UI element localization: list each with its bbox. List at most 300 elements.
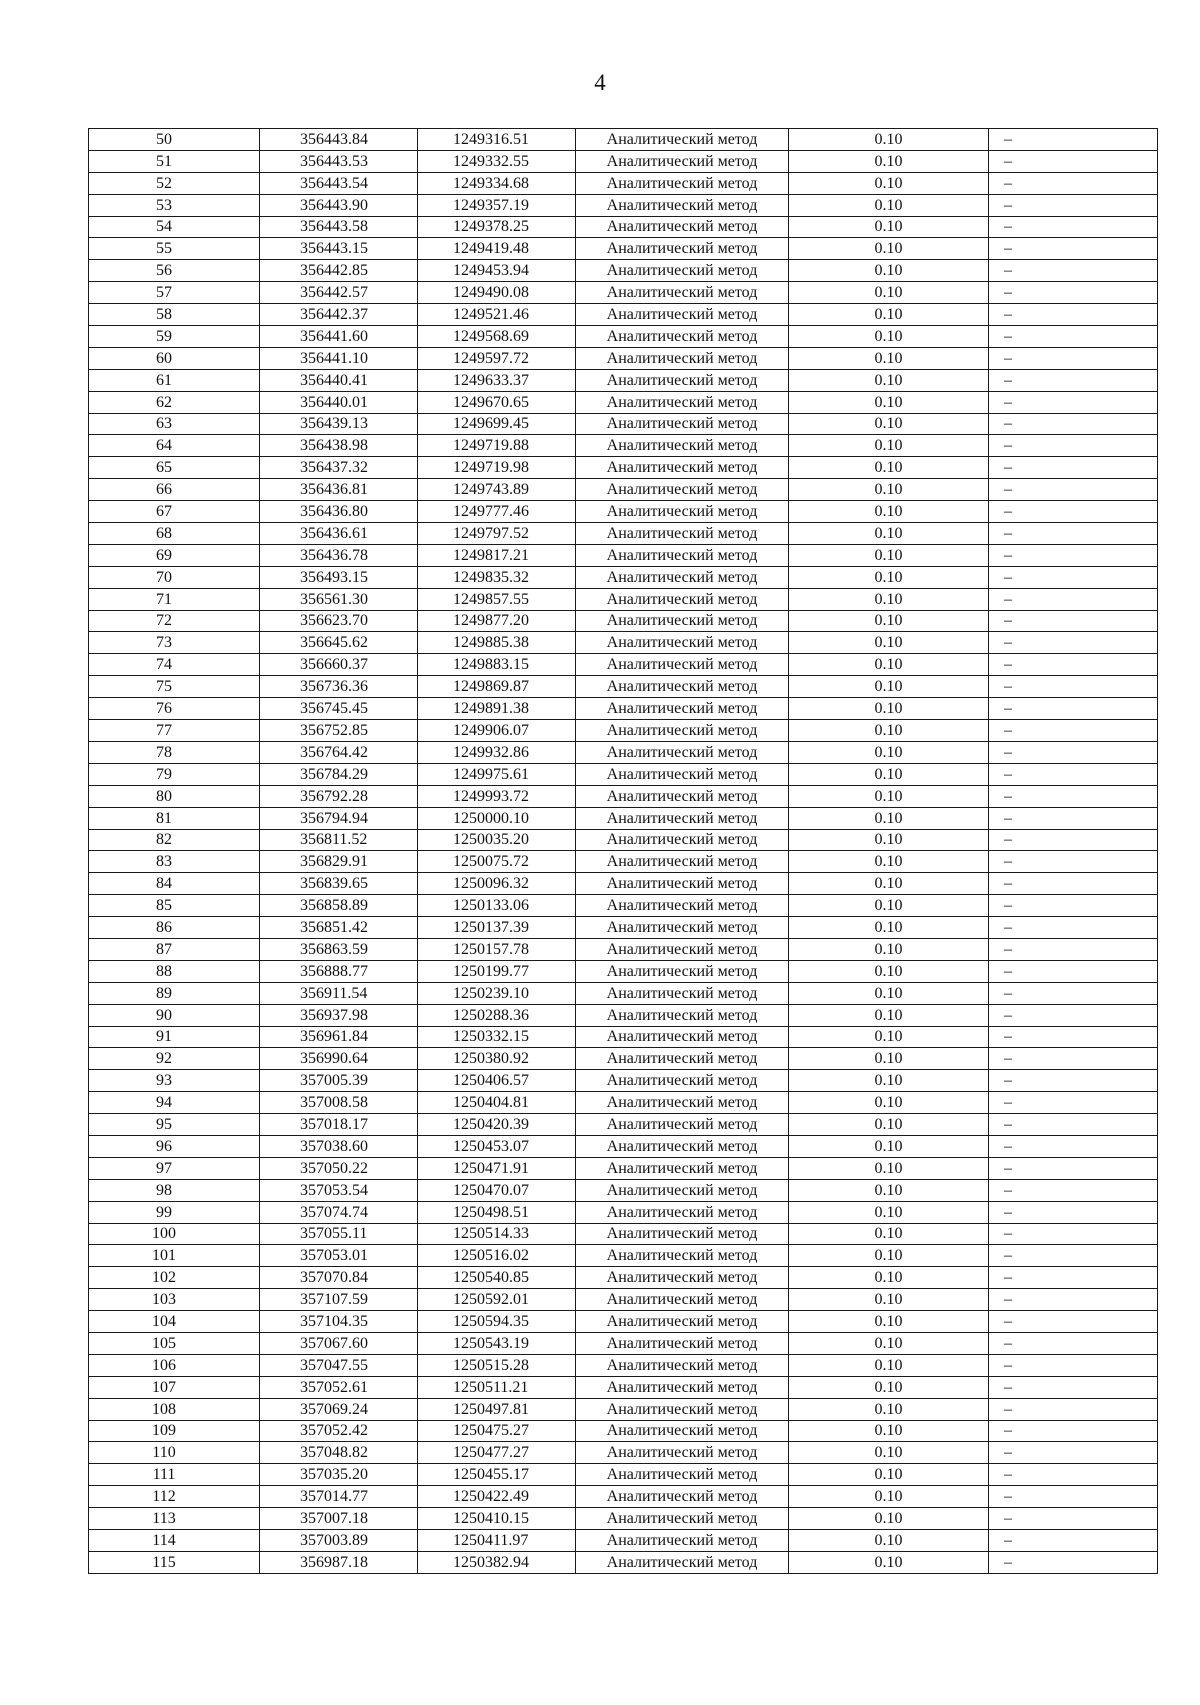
- method-cell: Аналитический метод: [576, 523, 789, 545]
- x-coordinate-cell: 356961.84: [260, 1026, 418, 1048]
- accuracy-cell: 0.10: [789, 676, 989, 698]
- point-number-cell: 55: [89, 238, 260, 260]
- note-cell: –: [989, 544, 1158, 566]
- accuracy-cell: 0.10: [789, 1289, 989, 1311]
- table-row: [89, 282, 1158, 304]
- table-row: [89, 129, 1158, 151]
- accuracy-cell: 0.10: [789, 1245, 989, 1267]
- table-row: [89, 588, 1158, 610]
- x-coordinate-cell: 356493.15: [260, 566, 418, 588]
- method-cell: Аналитический метод: [576, 457, 789, 479]
- y-coordinate-cell: 1250404.81: [418, 1092, 576, 1114]
- method-cell: Аналитический метод: [576, 1026, 789, 1048]
- x-coordinate-cell: 357050.22: [260, 1157, 418, 1179]
- table-row: [89, 1048, 1158, 1070]
- note-cell: –: [989, 1376, 1158, 1398]
- point-number-cell: 78: [89, 741, 260, 763]
- y-coordinate-cell: 1249906.07: [418, 720, 576, 742]
- x-coordinate-cell: 357038.60: [260, 1135, 418, 1157]
- accuracy-cell: 0.10: [789, 1442, 989, 1464]
- accuracy-cell: 0.10: [789, 1332, 989, 1354]
- point-number-cell: 57: [89, 282, 260, 304]
- point-number-cell: 104: [89, 1311, 260, 1333]
- note-cell: –: [989, 1223, 1158, 1245]
- method-cell: Аналитический метод: [576, 1332, 789, 1354]
- point-number-cell: 83: [89, 851, 260, 873]
- note-cell: –: [989, 1026, 1158, 1048]
- method-cell: Аналитический метод: [576, 1223, 789, 1245]
- note-cell: –: [989, 917, 1158, 939]
- accuracy-cell: 0.10: [789, 1354, 989, 1376]
- note-cell: –: [989, 1398, 1158, 1420]
- point-number-cell: 94: [89, 1092, 260, 1114]
- table-row: [89, 369, 1158, 391]
- note-cell: –: [989, 829, 1158, 851]
- x-coordinate-cell: 357018.17: [260, 1114, 418, 1136]
- note-cell: –: [989, 632, 1158, 654]
- point-number-cell: 99: [89, 1201, 260, 1223]
- y-coordinate-cell: 1249857.55: [418, 588, 576, 610]
- method-cell: Аналитический метод: [576, 1464, 789, 1486]
- x-coordinate-cell: 356811.52: [260, 829, 418, 851]
- y-coordinate-cell: 1249993.72: [418, 785, 576, 807]
- y-coordinate-cell: 1249521.46: [418, 304, 576, 326]
- accuracy-cell: 0.10: [789, 347, 989, 369]
- method-cell: Аналитический метод: [576, 698, 789, 720]
- table-row: [89, 1442, 1158, 1464]
- note-cell: –: [989, 807, 1158, 829]
- point-number-cell: 109: [89, 1420, 260, 1442]
- accuracy-cell: 0.10: [789, 807, 989, 829]
- note-cell: –: [989, 369, 1158, 391]
- x-coordinate-cell: 356645.62: [260, 632, 418, 654]
- x-coordinate-cell: 356442.37: [260, 304, 418, 326]
- table-row: [89, 1070, 1158, 1092]
- y-coordinate-cell: 1250410.15: [418, 1508, 576, 1530]
- table-row: [89, 1398, 1158, 1420]
- method-cell: Аналитический метод: [576, 807, 789, 829]
- point-number-cell: 103: [89, 1289, 260, 1311]
- point-number-cell: 111: [89, 1464, 260, 1486]
- point-number-cell: 75: [89, 676, 260, 698]
- note-cell: –: [989, 785, 1158, 807]
- point-number-cell: 52: [89, 172, 260, 194]
- x-coordinate-cell: 356438.98: [260, 435, 418, 457]
- point-number-cell: 91: [89, 1026, 260, 1048]
- point-number-cell: 107: [89, 1376, 260, 1398]
- x-coordinate-cell: 356437.32: [260, 457, 418, 479]
- x-coordinate-cell: 356443.58: [260, 216, 418, 238]
- y-coordinate-cell: 1250411.97: [418, 1530, 576, 1552]
- note-cell: –: [989, 1267, 1158, 1289]
- method-cell: Аналитический метод: [576, 1157, 789, 1179]
- method-cell: Аналитический метод: [576, 1092, 789, 1114]
- table-row: [89, 1092, 1158, 1114]
- y-coordinate-cell: 1250543.19: [418, 1332, 576, 1354]
- x-coordinate-cell: 356858.89: [260, 895, 418, 917]
- table-row: [89, 172, 1158, 194]
- y-coordinate-cell: 1250199.77: [418, 960, 576, 982]
- method-cell: Аналитический метод: [576, 917, 789, 939]
- point-number-cell: 86: [89, 917, 260, 939]
- table-row: [89, 741, 1158, 763]
- accuracy-cell: 0.10: [789, 435, 989, 457]
- accuracy-cell: 0.10: [789, 1114, 989, 1136]
- point-number-cell: 68: [89, 523, 260, 545]
- table-row: [89, 1530, 1158, 1552]
- point-number-cell: 112: [89, 1486, 260, 1508]
- x-coordinate-cell: 356863.59: [260, 938, 418, 960]
- accuracy-cell: 0.10: [789, 873, 989, 895]
- point-number-cell: 69: [89, 544, 260, 566]
- accuracy-cell: 0.10: [789, 1201, 989, 1223]
- note-cell: –: [989, 1530, 1158, 1552]
- table-row: [89, 1508, 1158, 1530]
- method-cell: Аналитический метод: [576, 938, 789, 960]
- accuracy-cell: 0.10: [789, 523, 989, 545]
- note-cell: –: [989, 1332, 1158, 1354]
- y-coordinate-cell: 1249877.20: [418, 610, 576, 632]
- method-cell: Аналитический метод: [576, 741, 789, 763]
- table-row: [89, 960, 1158, 982]
- note-cell: –: [989, 763, 1158, 785]
- method-cell: Аналитический метод: [576, 347, 789, 369]
- note-cell: –: [989, 1092, 1158, 1114]
- y-coordinate-cell: 1249883.15: [418, 654, 576, 676]
- x-coordinate-cell: 356752.85: [260, 720, 418, 742]
- accuracy-cell: 0.10: [789, 1223, 989, 1245]
- accuracy-cell: 0.10: [789, 391, 989, 413]
- coordinates-table-body: [89, 129, 1158, 1574]
- point-number-cell: 110: [89, 1442, 260, 1464]
- method-cell: Аналитический метод: [576, 676, 789, 698]
- table-row: [89, 1420, 1158, 1442]
- y-coordinate-cell: 1249885.38: [418, 632, 576, 654]
- point-number-cell: 90: [89, 1004, 260, 1026]
- point-number-cell: 93: [89, 1070, 260, 1092]
- note-cell: –: [989, 1464, 1158, 1486]
- accuracy-cell: 0.10: [789, 566, 989, 588]
- point-number-cell: 92: [89, 1048, 260, 1070]
- y-coordinate-cell: 1249490.08: [418, 282, 576, 304]
- accuracy-cell: 0.10: [789, 1004, 989, 1026]
- table-row: [89, 873, 1158, 895]
- point-number-cell: 108: [89, 1398, 260, 1420]
- accuracy-cell: 0.10: [789, 1092, 989, 1114]
- table-row: [89, 1157, 1158, 1179]
- point-number-cell: 106: [89, 1354, 260, 1376]
- x-coordinate-cell: 357052.61: [260, 1376, 418, 1398]
- accuracy-cell: 0.10: [789, 698, 989, 720]
- point-number-cell: 51: [89, 150, 260, 172]
- table-row: [89, 216, 1158, 238]
- method-cell: Аналитический метод: [576, 1486, 789, 1508]
- method-cell: Аналитический метод: [576, 304, 789, 326]
- accuracy-cell: 0.10: [789, 1026, 989, 1048]
- point-number-cell: 96: [89, 1135, 260, 1157]
- y-coordinate-cell: 1249817.21: [418, 544, 576, 566]
- method-cell: Аналитический метод: [576, 326, 789, 348]
- note-cell: –: [989, 982, 1158, 1004]
- y-coordinate-cell: 1250475.27: [418, 1420, 576, 1442]
- table-row: [89, 544, 1158, 566]
- method-cell: Аналитический метод: [576, 1442, 789, 1464]
- table-row: [89, 1201, 1158, 1223]
- table-row: [89, 194, 1158, 216]
- table-row: [89, 457, 1158, 479]
- accuracy-cell: 0.10: [789, 610, 989, 632]
- table-row: [89, 435, 1158, 457]
- x-coordinate-cell: 357053.01: [260, 1245, 418, 1267]
- accuracy-cell: 0.10: [789, 501, 989, 523]
- method-cell: Аналитический метод: [576, 720, 789, 742]
- accuracy-cell: 0.10: [789, 413, 989, 435]
- y-coordinate-cell: 1250075.72: [418, 851, 576, 873]
- note-cell: –: [989, 347, 1158, 369]
- x-coordinate-cell: 357008.58: [260, 1092, 418, 1114]
- x-coordinate-cell: 357048.82: [260, 1442, 418, 1464]
- y-coordinate-cell: 1250239.10: [418, 982, 576, 1004]
- y-coordinate-cell: 1249357.19: [418, 194, 576, 216]
- x-coordinate-cell: 356839.65: [260, 873, 418, 895]
- point-number-cell: 73: [89, 632, 260, 654]
- note-cell: –: [989, 238, 1158, 260]
- method-cell: Аналитический метод: [576, 982, 789, 1004]
- accuracy-cell: 0.10: [789, 785, 989, 807]
- note-cell: –: [989, 1354, 1158, 1376]
- x-coordinate-cell: 356990.64: [260, 1048, 418, 1070]
- accuracy-cell: 0.10: [789, 938, 989, 960]
- y-coordinate-cell: 1249797.52: [418, 523, 576, 545]
- method-cell: Аналитический метод: [576, 501, 789, 523]
- point-number-cell: 80: [89, 785, 260, 807]
- x-coordinate-cell: 357107.59: [260, 1289, 418, 1311]
- y-coordinate-cell: 1249719.98: [418, 457, 576, 479]
- y-coordinate-cell: 1250516.02: [418, 1245, 576, 1267]
- table-row: [89, 610, 1158, 632]
- table-row: [89, 1135, 1158, 1157]
- x-coordinate-cell: 357055.11: [260, 1223, 418, 1245]
- table-row: [89, 676, 1158, 698]
- accuracy-cell: 0.10: [789, 741, 989, 763]
- y-coordinate-cell: 1250511.21: [418, 1376, 576, 1398]
- table-row: [89, 720, 1158, 742]
- note-cell: –: [989, 150, 1158, 172]
- table-row: [89, 1026, 1158, 1048]
- y-coordinate-cell: 1249699.45: [418, 413, 576, 435]
- method-cell: Аналитический метод: [576, 391, 789, 413]
- x-coordinate-cell: 356987.18: [260, 1551, 418, 1573]
- y-coordinate-cell: 1250422.49: [418, 1486, 576, 1508]
- method-cell: Аналитический метод: [576, 960, 789, 982]
- point-number-cell: 72: [89, 610, 260, 632]
- accuracy-cell: 0.10: [789, 1179, 989, 1201]
- y-coordinate-cell: 1250096.32: [418, 873, 576, 895]
- point-number-cell: 71: [89, 588, 260, 610]
- table-row: [89, 479, 1158, 501]
- method-cell: Аналитический метод: [576, 238, 789, 260]
- note-cell: –: [989, 129, 1158, 151]
- x-coordinate-cell: 356443.54: [260, 172, 418, 194]
- accuracy-cell: 0.10: [789, 829, 989, 851]
- method-cell: Аналитический метод: [576, 1201, 789, 1223]
- method-cell: Аналитический метод: [576, 479, 789, 501]
- note-cell: –: [989, 610, 1158, 632]
- accuracy-cell: 0.10: [789, 260, 989, 282]
- x-coordinate-cell: 357070.84: [260, 1267, 418, 1289]
- x-coordinate-cell: 357005.39: [260, 1070, 418, 1092]
- note-cell: –: [989, 1245, 1158, 1267]
- y-coordinate-cell: 1250382.94: [418, 1551, 576, 1573]
- y-coordinate-cell: 1249597.72: [418, 347, 576, 369]
- method-cell: Аналитический метод: [576, 282, 789, 304]
- x-coordinate-cell: 356443.53: [260, 150, 418, 172]
- note-cell: –: [989, 1201, 1158, 1223]
- method-cell: Аналитический метод: [576, 1289, 789, 1311]
- note-cell: –: [989, 698, 1158, 720]
- y-coordinate-cell: 1250420.39: [418, 1114, 576, 1136]
- coordinates-table: [88, 128, 1158, 1574]
- y-coordinate-cell: 1250453.07: [418, 1135, 576, 1157]
- note-cell: –: [989, 260, 1158, 282]
- accuracy-cell: 0.10: [789, 1420, 989, 1442]
- y-coordinate-cell: 1250592.01: [418, 1289, 576, 1311]
- y-coordinate-cell: 1249891.38: [418, 698, 576, 720]
- y-coordinate-cell: 1249670.65: [418, 391, 576, 413]
- x-coordinate-cell: 356911.54: [260, 982, 418, 1004]
- x-coordinate-cell: 356436.80: [260, 501, 418, 523]
- table-row: [89, 851, 1158, 873]
- note-cell: –: [989, 654, 1158, 676]
- point-number-cell: 59: [89, 326, 260, 348]
- x-coordinate-cell: 357035.20: [260, 1464, 418, 1486]
- table-row: [89, 326, 1158, 348]
- y-coordinate-cell: 1250514.33: [418, 1223, 576, 1245]
- x-coordinate-cell: 356442.85: [260, 260, 418, 282]
- accuracy-cell: 0.10: [789, 326, 989, 348]
- x-coordinate-cell: 356443.84: [260, 129, 418, 151]
- x-coordinate-cell: 356436.81: [260, 479, 418, 501]
- method-cell: Аналитический метод: [576, 829, 789, 851]
- table-row: [89, 1289, 1158, 1311]
- point-number-cell: 62: [89, 391, 260, 413]
- y-coordinate-cell: 1250540.85: [418, 1267, 576, 1289]
- method-cell: Аналитический метод: [576, 413, 789, 435]
- note-cell: –: [989, 501, 1158, 523]
- method-cell: Аналитический метод: [576, 895, 789, 917]
- table-row: [89, 1245, 1158, 1267]
- point-number-cell: 87: [89, 938, 260, 960]
- table-row: [89, 1464, 1158, 1486]
- accuracy-cell: 0.10: [789, 172, 989, 194]
- x-coordinate-cell: 356442.57: [260, 282, 418, 304]
- x-coordinate-cell: 357053.54: [260, 1179, 418, 1201]
- x-coordinate-cell: 357069.24: [260, 1398, 418, 1420]
- note-cell: –: [989, 566, 1158, 588]
- y-coordinate-cell: 1249419.48: [418, 238, 576, 260]
- note-cell: –: [989, 1508, 1158, 1530]
- accuracy-cell: 0.10: [789, 1157, 989, 1179]
- table-row: [89, 347, 1158, 369]
- table-row: [89, 1311, 1158, 1333]
- table-row: [89, 654, 1158, 676]
- x-coordinate-cell: 356829.91: [260, 851, 418, 873]
- method-cell: Аналитический метод: [576, 654, 789, 676]
- method-cell: Аналитический метод: [576, 632, 789, 654]
- x-coordinate-cell: 357052.42: [260, 1420, 418, 1442]
- table-row: [89, 1179, 1158, 1201]
- table-row: [89, 938, 1158, 960]
- y-coordinate-cell: 1249332.55: [418, 150, 576, 172]
- x-coordinate-cell: 356441.10: [260, 347, 418, 369]
- x-coordinate-cell: 356443.90: [260, 194, 418, 216]
- x-coordinate-cell: 356436.78: [260, 544, 418, 566]
- point-number-cell: 81: [89, 807, 260, 829]
- point-number-cell: 58: [89, 304, 260, 326]
- table-row: [89, 982, 1158, 1004]
- y-coordinate-cell: 1250470.07: [418, 1179, 576, 1201]
- note-cell: –: [989, 413, 1158, 435]
- point-number-cell: 102: [89, 1267, 260, 1289]
- x-coordinate-cell: 356937.98: [260, 1004, 418, 1026]
- point-number-cell: 56: [89, 260, 260, 282]
- x-coordinate-cell: 356764.42: [260, 741, 418, 763]
- note-cell: –: [989, 938, 1158, 960]
- accuracy-cell: 0.10: [789, 479, 989, 501]
- y-coordinate-cell: 1250594.35: [418, 1311, 576, 1333]
- accuracy-cell: 0.10: [789, 1311, 989, 1333]
- table-row: [89, 1486, 1158, 1508]
- point-number-cell: 101: [89, 1245, 260, 1267]
- accuracy-cell: 0.10: [789, 129, 989, 151]
- note-cell: –: [989, 172, 1158, 194]
- method-cell: Аналитический метод: [576, 785, 789, 807]
- y-coordinate-cell: 1250477.27: [418, 1442, 576, 1464]
- method-cell: Аналитический метод: [576, 1004, 789, 1026]
- accuracy-cell: 0.10: [789, 1486, 989, 1508]
- accuracy-cell: 0.10: [789, 588, 989, 610]
- point-number-cell: 61: [89, 369, 260, 391]
- table-row: [89, 698, 1158, 720]
- table-row: [89, 238, 1158, 260]
- method-cell: Аналитический метод: [576, 1070, 789, 1092]
- note-cell: –: [989, 1486, 1158, 1508]
- note-cell: –: [989, 588, 1158, 610]
- accuracy-cell: 0.10: [789, 304, 989, 326]
- note-cell: –: [989, 895, 1158, 917]
- point-number-cell: 63: [89, 413, 260, 435]
- note-cell: –: [989, 523, 1158, 545]
- note-cell: –: [989, 304, 1158, 326]
- y-coordinate-cell: 1250497.81: [418, 1398, 576, 1420]
- x-coordinate-cell: 357104.35: [260, 1311, 418, 1333]
- x-coordinate-cell: 356784.29: [260, 763, 418, 785]
- accuracy-cell: 0.10: [789, 282, 989, 304]
- table-row: [89, 807, 1158, 829]
- point-number-cell: 89: [89, 982, 260, 1004]
- note-cell: –: [989, 1004, 1158, 1026]
- accuracy-cell: 0.10: [789, 720, 989, 742]
- table-row: [89, 413, 1158, 435]
- method-cell: Аналитический метод: [576, 1114, 789, 1136]
- point-number-cell: 53: [89, 194, 260, 216]
- method-cell: Аналитический метод: [576, 544, 789, 566]
- accuracy-cell: 0.10: [789, 632, 989, 654]
- method-cell: Аналитический метод: [576, 216, 789, 238]
- x-coordinate-cell: 357014.77: [260, 1486, 418, 1508]
- point-number-cell: 76: [89, 698, 260, 720]
- note-cell: –: [989, 1070, 1158, 1092]
